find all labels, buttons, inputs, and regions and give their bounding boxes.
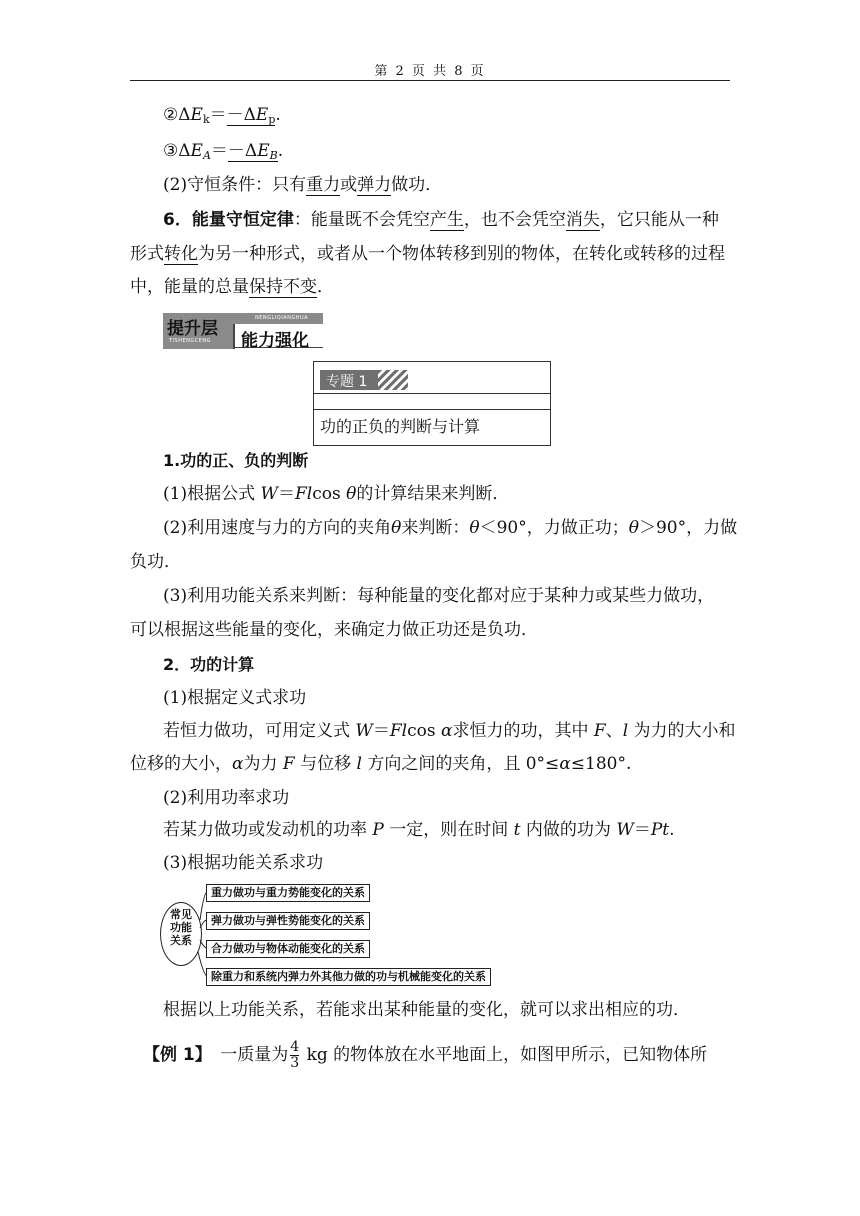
subheading-definition: (1)根据定义式求功 [163,688,307,708]
conservation-condition: (2)守恒条件：只有重力或弹力做功． [163,175,443,195]
para-after-diagram: 根据以上功能关系，若能求出某种能量的变化，就可以求出相应的功． [163,1000,690,1020]
para-definition: 若恒力做功，可用定义式 W＝Flcos α求恒力的功，其中 F、l 为力的大小和 [163,721,736,741]
topic-rule [314,393,550,394]
subheading-energy-relation: (3)根据功能关系求功 [163,853,324,873]
banner-pinyin-left: TISHENGCENG [169,338,212,344]
energy-conservation-law-cont: 形式转化为另一种形式，或者从一个物体转移到别的物体，在转化或转移的过程 [130,244,725,264]
para-definition-cont: 位移的大小，α为力 F 与位移 l 方向之间的夹角，且 0°≤α≤180°. [130,754,632,774]
banner-title-right: 能力强化 [241,331,309,351]
formula-line-ea: $③\Delta E_A=-\Delta E_B$. [163,141,284,162]
topic-tab-label: 专题 1 [326,374,368,390]
para-power: 若某力做功或发动机的功率 P 一定，则在时间 t 内做的功为 W＝Pt. [163,820,675,840]
diagram-item: 除重力和系统内弹力外其他力做的功与机械能变化的关系 [206,968,491,986]
banner-pinyin-right: NENGLIQIANGHUA [255,315,309,321]
para-energy-judge-cont: 可以根据这些能量的变化，来确定力做正功还是负功． [130,620,538,640]
para-angle-judge: (2)利用速度与力的方向的夹角θ来判断：θ＜90°，力做正功；θ＞90°，力做 [163,518,738,538]
diagram-item: 重力做功与重力势能变化的关系 [206,884,370,902]
topic-tab-stripes [378,370,408,390]
heading-work-calc: 2．功的计算 [163,655,255,674]
diagram-item: 弹力做功与弹性势能变化的关系 [206,912,370,930]
subheading-power: (2)利用功率求功 [163,788,290,808]
diagram-center-label: 常见功能关系 [170,908,192,947]
topic-box [313,361,551,446]
diagram-item: 合力做功与物体动能变化的关系 [206,940,370,958]
topic-rule [314,409,550,410]
diagram-center-oval [160,902,202,966]
header-rule [130,80,730,81]
energy-conservation-law: 6．能量守恒定律：能量既不会凭空产生，也不会凭空消失，它只能从一种 [163,210,719,230]
para-formula-judge: (1)根据公式 W＝Flcos θ的计算结果来判断． [163,484,510,504]
para-angle-judge-cont: 负功． [130,552,181,572]
energy-conservation-law-end: 中，能量的总量保持不变． [130,277,334,297]
heading-sign-of-work: 1.功的正、负的判断 [163,451,309,470]
example-1: 【例 1】 一质量为 $\frac{4}{3}$ kg 的物体放在水平地面上，如图甲所示，已知物体所 [143,1039,708,1071]
topic-title: 功的正负的判断与计算 [320,417,481,436]
page-header: 第 2 页 共 8 页 [374,64,486,79]
banner-divider [233,324,235,349]
formula-line-ek: $②\Delta E_k=-\Delta E_p$. [163,105,281,126]
banner-title-left: 提升层 [167,319,218,339]
function-relation-diagram [160,880,490,990]
para-energy-judge: (3)利用功能关系来判断：每种能量的变化都对应于某种力或某些力做功， [163,586,715,606]
section-banner [163,313,325,349]
fraction-mass: $\frac{4}{3}$ [290,1039,300,1071]
